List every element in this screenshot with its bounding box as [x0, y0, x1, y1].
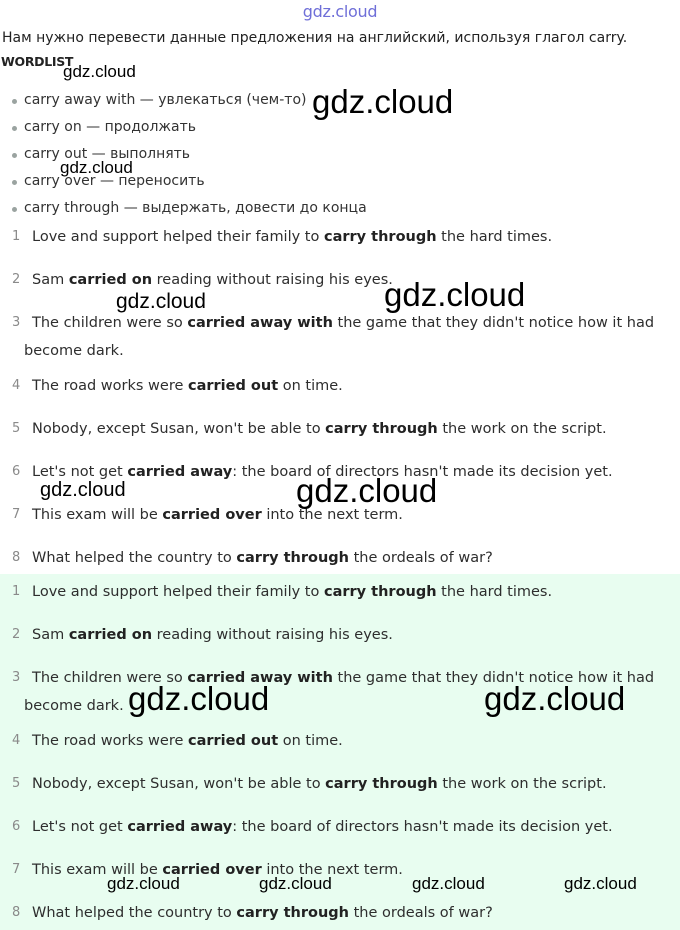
wordlist-item-text: carry away with — увлекаться (чем-то) [24, 92, 307, 108]
bullet-icon [12, 153, 17, 158]
sentence-number: 2 [12, 272, 21, 287]
watermark: gdz.cloud [60, 158, 133, 177]
answer-text: This exam will be carried over into the next term. [32, 862, 403, 878]
answer-text: The road works were carried out on time. [32, 733, 343, 749]
answer-text: Sam carried on reading without raising his eyes. [32, 627, 393, 643]
watermark: gdz.cloud [412, 874, 485, 893]
sentence-item [0, 458, 660, 486]
answer-number: 6 [12, 819, 21, 834]
sentence-number: 5 [12, 421, 21, 436]
watermark: gdz.cloud [40, 479, 126, 501]
answer-text: Let's not get carried away: the board of directors hasn't made its decision yet. [32, 819, 613, 835]
wordlist-item-text: carry on — продолжать [24, 119, 197, 135]
answer-number: 2 [12, 627, 21, 642]
answer-text: The children were so carried away with the game that they didn't notice how it had become dark. [24, 670, 655, 714]
sentence-item [0, 309, 660, 365]
watermark: gdz.cloud [296, 472, 438, 509]
answer-item [0, 727, 660, 755]
answer-item [0, 578, 660, 606]
sentence-text: What helped the country to carry through the ordeals of war? [32, 550, 493, 566]
sentence-number: 4 [12, 378, 21, 393]
bullet-icon [12, 126, 17, 131]
answer-number: 3 [12, 670, 21, 685]
answer-number: 5 [12, 776, 21, 791]
wordlist-item-text: carry over — переносить [24, 173, 205, 189]
intro-text: Нам нужно перевести данные предложения на английский, используя глагол carry. [2, 30, 628, 46]
sentence-text: Let's not get carried away: the board of directors hasn't made its decision yet. [32, 464, 613, 480]
sentence-number: 6 [12, 464, 21, 479]
answer-item [0, 813, 660, 841]
sentence-item [0, 223, 660, 251]
answer-number: 4 [12, 733, 21, 748]
sentence-number: 3 [12, 315, 21, 330]
watermark: gdz.cloud [116, 290, 206, 313]
wordlist-item [12, 92, 367, 119]
answer-number: 1 [12, 584, 21, 599]
sentence-text: Love and support helped their family to carry through the hard times. [32, 229, 553, 245]
watermark: gdz.cloud [63, 62, 136, 81]
wordlist-item-text: carry out — выполнять [24, 146, 191, 162]
wordlist [12, 92, 367, 227]
sentence-item [0, 372, 660, 400]
bullet-icon [12, 207, 17, 212]
sentence-number: 1 [12, 229, 21, 244]
watermark: gdz.cloud [259, 874, 332, 893]
sentence-text: Nobody, except Susan, won't be able to carry through the work on the script. [32, 421, 607, 437]
sentence-text: The road works were carried out on time. [32, 378, 343, 394]
sentence-item [0, 544, 660, 572]
site-logo[interactable]: gdz.cloud [302, 2, 378, 21]
wordlist-title: WORDLIST [1, 54, 74, 69]
answer-text: Love and support helped their family to carry through the hard times. [32, 584, 553, 600]
watermark: gdz.cloud [128, 680, 270, 717]
answer-item [0, 770, 660, 798]
answer-text: What helped the country to carry through the ordeals of war? [32, 905, 493, 921]
watermark: gdz.cloud [107, 874, 180, 893]
answer-item [0, 899, 660, 927]
sentence-number: 7 [12, 507, 21, 522]
bullet-icon [12, 99, 17, 104]
sentence-item [0, 415, 660, 443]
sentence-item [0, 266, 660, 294]
watermark: gdz.cloud [312, 83, 454, 120]
answer-text: Nobody, except Susan, won't be able to carry through the work on the script. [32, 776, 607, 792]
bullet-icon [12, 180, 17, 185]
sentence-text: Sam carried on reading without raising his eyes. [32, 272, 393, 288]
wordlist-item-text: carry through — выдержать, довести до конца [24, 200, 367, 216]
wordlist-item [12, 119, 367, 146]
watermark: gdz.cloud [384, 276, 526, 313]
sentence-text: The children were so carried away with the game that they didn't notice how it had become dark. [24, 315, 655, 359]
watermark: gdz.cloud [484, 680, 626, 717]
answer-number: 7 [12, 862, 21, 877]
answer-item [0, 621, 660, 649]
answer-item [0, 856, 660, 884]
sentence-number: 8 [12, 550, 21, 565]
sentence-text: This exam will be carried over into the next term. [32, 507, 403, 523]
answer-number: 8 [12, 905, 21, 920]
watermark: gdz.cloud [564, 874, 637, 893]
answer-section [0, 574, 680, 930]
wordlist-item [12, 173, 367, 200]
sentence-item [0, 501, 660, 529]
answer-item [0, 664, 660, 720]
wordlist-item [12, 146, 367, 173]
